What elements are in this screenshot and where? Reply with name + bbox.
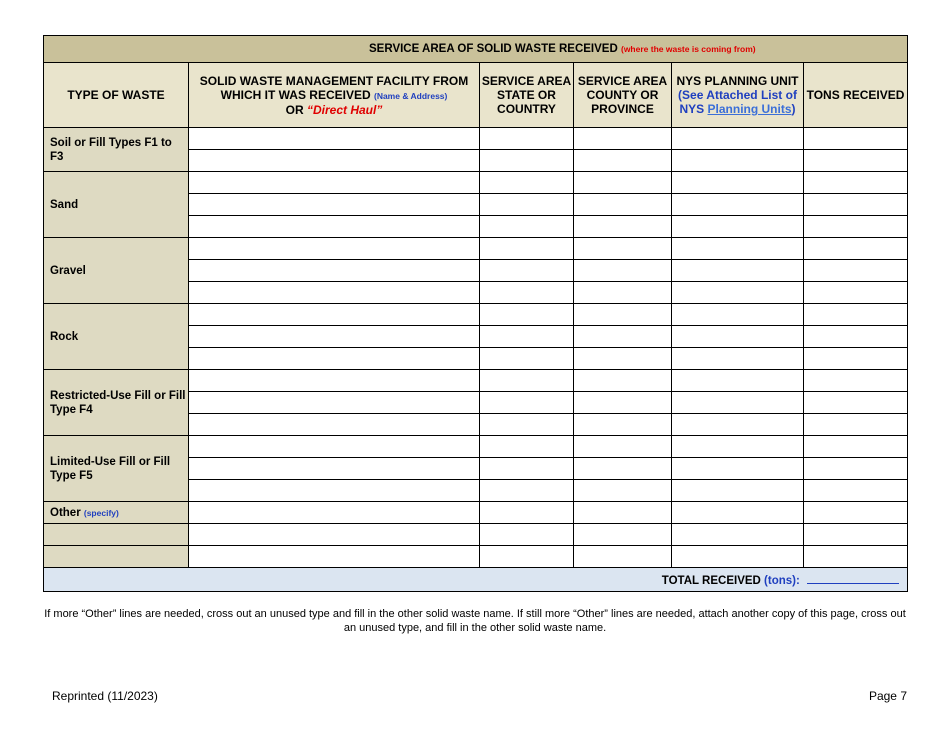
planning-unit-input[interactable] [672, 480, 804, 502]
planning-unit-input[interactable] [672, 260, 804, 282]
state-country-input[interactable] [480, 436, 574, 458]
state-country-input[interactable] [480, 414, 574, 436]
header-type-of-waste: TYPE OF WASTE [44, 63, 189, 128]
waste-type-other-blank[interactable] [44, 546, 189, 568]
county-province-input[interactable] [574, 502, 672, 524]
planning-unit-input[interactable] [672, 326, 804, 348]
facility-input[interactable] [189, 546, 480, 568]
planning-unit-input[interactable] [672, 436, 804, 458]
planning-unit-input[interactable] [672, 524, 804, 546]
total-received-unit: (tons): [764, 574, 800, 587]
header-facility-or: OR [285, 102, 304, 117]
waste-type-other-note: (specify) [83, 507, 119, 518]
table-title-note: (where the waste is coming from) [620, 44, 756, 54]
facility-input[interactable] [189, 392, 480, 414]
county-province-input[interactable] [574, 370, 672, 392]
facility-input[interactable] [189, 370, 480, 392]
facility-input[interactable] [189, 238, 480, 260]
tons-input[interactable] [804, 524, 908, 546]
county-province-input[interactable] [574, 194, 672, 216]
facility-input[interactable] [189, 216, 480, 238]
planning-unit-input[interactable] [672, 502, 804, 524]
county-province-input[interactable] [574, 282, 672, 304]
tons-input[interactable] [804, 260, 908, 282]
tons-input[interactable] [804, 392, 908, 414]
planning-unit-input[interactable] [672, 546, 804, 568]
facility-input[interactable] [189, 348, 480, 370]
header-tons-received: TONS RECEIVED [804, 63, 908, 128]
waste-type-limited-use-fill: Limited-Use Fill or Fill Type F5 [44, 436, 189, 502]
planning-unit-input[interactable] [672, 392, 804, 414]
county-province-input[interactable] [574, 524, 672, 546]
facility-input[interactable] [189, 260, 480, 282]
state-country-input[interactable] [480, 150, 574, 172]
planning-unit-input[interactable] [672, 172, 804, 194]
tons-input[interactable] [804, 480, 908, 502]
state-country-input[interactable] [480, 546, 574, 568]
planning-unit-input[interactable] [672, 370, 804, 392]
tons-input[interactable] [804, 502, 908, 524]
tons-input[interactable] [804, 348, 908, 370]
tons-input[interactable] [804, 414, 908, 436]
planning-unit-input[interactable] [672, 458, 804, 480]
table-title-main: SERVICE AREA OF SOLID WASTE RECEIVED [369, 43, 618, 55]
waste-type-rock: Rock [44, 304, 189, 370]
state-country-input[interactable] [480, 524, 574, 546]
total-received-label: TOTAL RECEIVED [661, 574, 761, 587]
state-country-input[interactable] [480, 348, 574, 370]
waste-type-soil-fill: Soil or Fill Types F1 to F3 [44, 128, 189, 172]
facility-input[interactable] [189, 458, 480, 480]
planning-unit-input[interactable] [672, 238, 804, 260]
facility-input[interactable] [189, 150, 480, 172]
county-province-input[interactable] [574, 238, 672, 260]
waste-type-gravel: Gravel [44, 238, 189, 304]
total-received-input[interactable] [807, 573, 899, 584]
header-state-country: SERVICE AREA STATE OR COUNTRY [480, 63, 574, 128]
state-country-input[interactable] [480, 392, 574, 414]
state-country-input[interactable] [480, 172, 574, 194]
facility-input[interactable] [189, 480, 480, 502]
county-province-input[interactable] [574, 414, 672, 436]
header-nys-close: ) [791, 102, 796, 116]
county-province-input[interactable] [574, 480, 672, 502]
reprinted-date: Reprinted (11/2023) [52, 689, 158, 703]
facility-input[interactable] [189, 326, 480, 348]
planning-unit-input[interactable] [672, 304, 804, 326]
state-country-input[interactable] [480, 238, 574, 260]
county-province-input[interactable] [574, 172, 672, 194]
state-country-input[interactable] [480, 128, 574, 150]
facility-input[interactable] [189, 128, 480, 150]
page-number: Page 7 [868, 689, 907, 703]
waste-type-sand: Sand [44, 172, 189, 238]
state-country-input[interactable] [480, 370, 574, 392]
facility-input[interactable] [189, 304, 480, 326]
facility-input[interactable] [189, 172, 480, 194]
tons-input[interactable] [804, 282, 908, 304]
tons-input[interactable] [804, 150, 908, 172]
planning-unit-input[interactable] [672, 282, 804, 304]
planning-unit-input[interactable] [672, 348, 804, 370]
state-country-input[interactable] [480, 480, 574, 502]
county-province-input[interactable] [574, 150, 672, 172]
planning-unit-input[interactable] [672, 150, 804, 172]
county-province-input[interactable] [574, 348, 672, 370]
tons-input[interactable] [804, 304, 908, 326]
waste-type-other[interactable] [44, 502, 189, 524]
county-province-input[interactable] [574, 326, 672, 348]
footnote: If more “Other” lines are needed, cross out an unused type and fill in the other solid waste name. If still more “Other” lines are needed, attach another copy of this page, cross out an unused type, and fill in the other solid waste name. [44, 608, 906, 634]
planning-unit-input[interactable] [672, 194, 804, 216]
header-direct-haul: “Direct Haul” [306, 102, 383, 117]
planning-unit-input[interactable] [672, 216, 804, 238]
tons-input[interactable] [804, 458, 908, 480]
waste-type-other-blank[interactable] [44, 524, 189, 546]
facility-input[interactable] [189, 436, 480, 458]
state-country-input[interactable] [480, 458, 574, 480]
header-facility [189, 63, 480, 128]
waste-type-restricted-use-fill: Restricted-Use Fill or Fill Type F4 [44, 370, 189, 436]
tons-input[interactable] [804, 216, 908, 238]
county-province-input[interactable] [574, 546, 672, 568]
county-province-input[interactable] [574, 260, 672, 282]
planning-units-link[interactable]: Planning Units [707, 102, 792, 116]
tons-input[interactable] [804, 436, 908, 458]
county-province-input[interactable] [574, 304, 672, 326]
facility-input[interactable] [189, 282, 480, 304]
table-title [44, 36, 908, 63]
tons-input[interactable] [804, 128, 908, 150]
waste-service-area-table [43, 35, 908, 592]
header-nys-title: NYS PLANNING UNIT [676, 74, 799, 88]
facility-input[interactable] [189, 414, 480, 436]
planning-unit-input[interactable] [672, 128, 804, 150]
total-received-row [44, 568, 908, 592]
header-facility-text: SOLID WASTE MANAGEMENT FACILITY FROM WHICH IT WAS RECEIVED [199, 73, 469, 102]
planning-unit-input[interactable] [672, 414, 804, 436]
tons-input[interactable] [804, 326, 908, 348]
state-country-input[interactable] [480, 194, 574, 216]
county-province-input[interactable] [574, 392, 672, 414]
tons-input[interactable] [804, 172, 908, 194]
state-country-input[interactable] [480, 282, 574, 304]
state-country-input[interactable] [480, 326, 574, 348]
header-nys-see-list: (See Attached List of NYS [678, 88, 797, 116]
header-facility-note: (Name & Address) [373, 90, 448, 101]
state-country-input[interactable] [480, 502, 574, 524]
facility-input[interactable] [189, 194, 480, 216]
tons-input[interactable] [804, 194, 908, 216]
state-country-input[interactable] [480, 216, 574, 238]
county-province-input[interactable] [574, 216, 672, 238]
facility-input[interactable] [189, 524, 480, 546]
header-nys-planning-unit [672, 63, 804, 128]
tons-input[interactable] [804, 370, 908, 392]
county-province-input[interactable] [574, 128, 672, 150]
state-country-input[interactable] [480, 260, 574, 282]
tons-input[interactable] [804, 546, 908, 568]
state-country-input[interactable] [480, 304, 574, 326]
county-province-input[interactable] [574, 458, 672, 480]
tons-input[interactable] [804, 238, 908, 260]
waste-type-other-label: Other [50, 506, 81, 519]
facility-input[interactable] [189, 502, 480, 524]
header-county-province: SERVICE AREA COUNTY OR PROVINCE [574, 63, 672, 128]
county-province-input[interactable] [574, 436, 672, 458]
